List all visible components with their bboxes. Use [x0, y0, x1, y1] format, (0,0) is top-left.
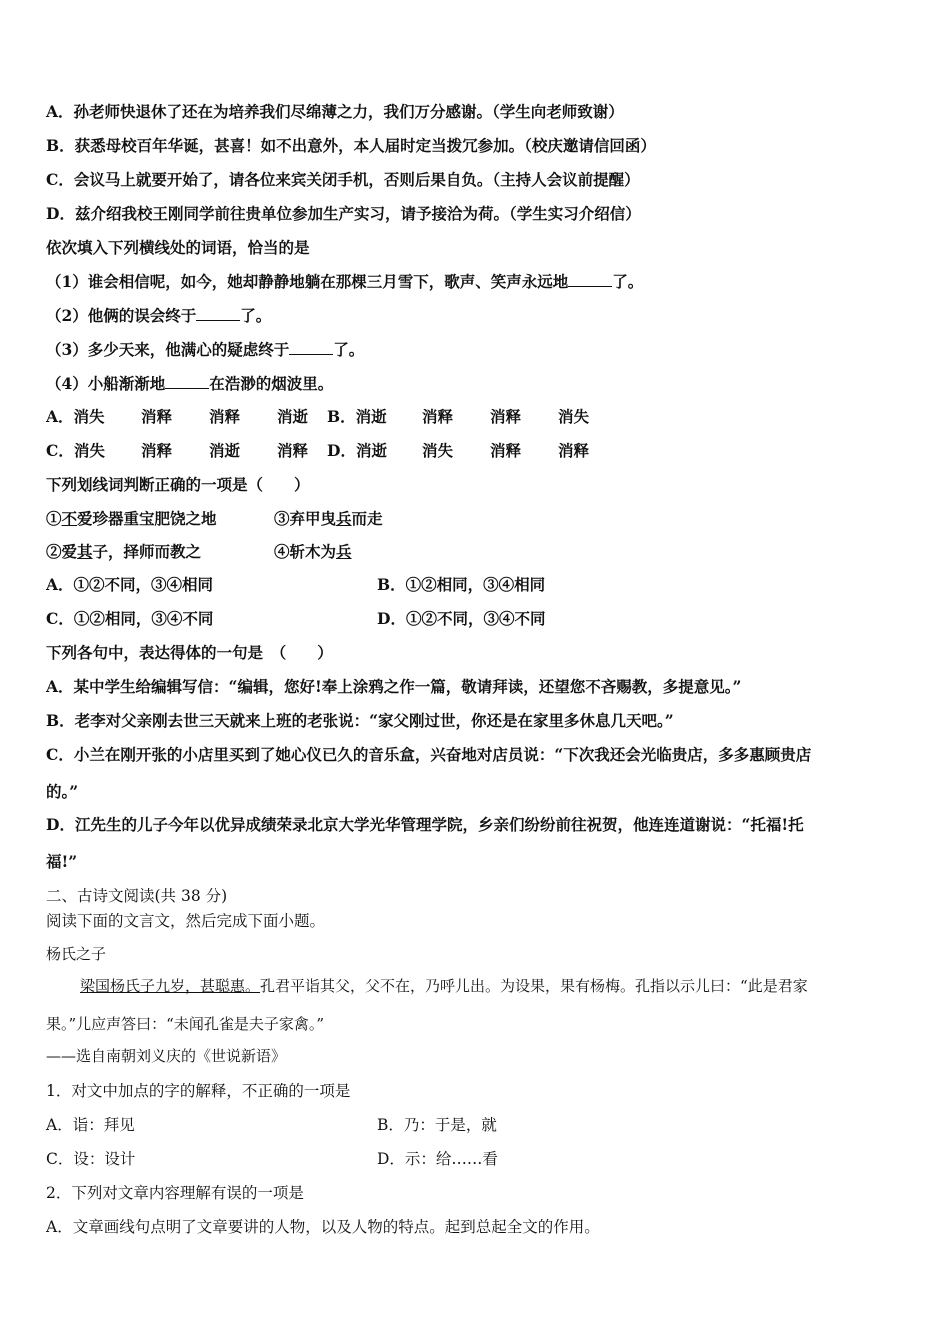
q3-i1-mark: ①	[46, 509, 62, 528]
q3-i3-rest: 而走	[351, 509, 383, 528]
q2-c-word: 消释	[277, 441, 309, 460]
q1-option-d: D．兹介绍我校王刚同学前往贵单位参加生产实习，请予接洽为荷。（学生实习介绍信）	[46, 204, 641, 223]
q2-s4-text: （4）小船渐渐地	[46, 374, 166, 393]
q2-c-word: C．消失	[46, 441, 105, 460]
q2-options-cd	[46, 441, 589, 461]
q2-s3-text: （3）多少天来，他满心的疑虑终于	[46, 340, 290, 359]
sub1-option-b: B．乃：于是，就	[377, 1116, 497, 1134]
q2-b-word: B．消逝	[327, 407, 387, 426]
fill-blank	[568, 272, 612, 287]
q3-i4-pre: 斩木为	[289, 542, 337, 561]
q2-s1-end: 了。	[612, 272, 644, 291]
q3-options-ab	[46, 575, 213, 595]
q3-i2-pre: 爱	[61, 542, 78, 561]
q2-sentence-1	[46, 272, 643, 292]
q3-i2-mark: ②	[46, 542, 62, 561]
passage-line-1	[80, 976, 808, 996]
q3-i4-mark: ④	[274, 542, 290, 561]
q2-options-ab	[46, 407, 589, 427]
q3-option-c: C．①②相同，③④不同	[46, 609, 214, 628]
q3-i2-rest: 子，择师而教之	[92, 542, 202, 561]
passage-underlined-sentence: 梁国杨氏子九岁，甚聪惠。	[80, 977, 261, 995]
q2-s1-text: （1）谁会相信呢，如今，她却静静地躺在那棵三月雪下，歌声、笑声永远地	[46, 272, 569, 291]
q4-option-b: B．老李对父亲刚去世三天就来上班的老张说：“家父刚过世，你还是在家里多休息几天吧。”	[46, 711, 674, 730]
q3-i3-underlined: 兵	[336, 509, 352, 528]
passage-source: ——选自南朝刘义庆的《世说新语》	[46, 1047, 287, 1065]
q2-b-word: 消释	[490, 407, 522, 426]
q2-a-word: 消释	[209, 407, 241, 426]
q3-items-row2	[46, 542, 352, 562]
q3-option-d: D．①②不同，③④不同	[377, 609, 546, 628]
q2-s4-end: 在浩渺的烟波里。	[209, 374, 334, 393]
q2-a-word: 消释	[141, 407, 173, 426]
q4-option-c-line2: 的。”	[46, 782, 79, 801]
q3-item-1	[46, 509, 274, 529]
q4-option-d-line2: 福!”	[46, 852, 78, 871]
q2-d-word: 消释	[558, 441, 590, 460]
q2-d-word: D．消逝	[327, 441, 387, 460]
q1-option-c: C．会议马上就要开始了，请各位来宾关闭手机，否则后果自负。（主持人会议前提醒）	[46, 170, 640, 189]
q3-i4-underlined: 兵	[336, 542, 352, 561]
sub2-option-a: A．文章画线句点明了文章要讲的人物，以及人物的特点。起到总起全文的作用。	[46, 1218, 600, 1236]
fill-blank	[196, 306, 240, 321]
passage-line-2: 果。”儿应声答曰：“未闻孔雀是夫子家禽。”	[46, 1015, 325, 1033]
q2-s2-text: （2）他俩的误会终于	[46, 306, 197, 325]
fill-blank	[289, 340, 333, 355]
q4-option-a: A．某中学生给编辑写信：“编辑，您好!奉上涂鸦之作一篇，敬请拜读，还望您不吝赐教，多提意见。”	[46, 677, 742, 696]
section-intro: 阅读下面的文言文，然后完成下面小题。	[46, 912, 326, 930]
sub2-stem: 2．下列对文章内容理解有误的一项是	[46, 1184, 304, 1202]
q4-option-d-line1: D．江先生的儿子今年以优异成绩荣录北京大学光华管理学院，乡亲们纷纷前往祝贺，他连连道谢说：“托福!托	[46, 815, 804, 834]
q2-a-word: A．消失	[46, 407, 105, 426]
q3-stem: 下列划线词判断正确的一项是（ ）	[46, 475, 310, 494]
q2-s3-end: 了。	[333, 340, 365, 359]
q3-option-b: B．①②相同，③④相同	[377, 575, 546, 594]
section-heading: 二、古诗文阅读(共 38 分)	[46, 887, 228, 905]
q2-sentence-2	[46, 306, 271, 326]
q1-option-a: A．孙老师快退休了还在为培养我们尽绵薄之力，我们万分感谢。（学生向老师致谢）	[46, 102, 624, 121]
q2-b-word: 消失	[558, 407, 590, 426]
fill-blank	[165, 374, 209, 389]
q2-s2-end: 了。	[240, 306, 272, 325]
sub1-option-d: D．示：给……看	[377, 1150, 498, 1168]
passage-title: 杨氏之子	[46, 945, 107, 963]
q2-d-word: 消失	[422, 441, 454, 460]
q3-option-a: A．①②不同，③④相同	[46, 575, 214, 594]
q1-option-b: B．获悉母校百年华诞，甚喜！如不出意外，本人届时定当拨冗参加。（校庆邀请信回函）	[46, 136, 656, 155]
q3-i3-pre: 弃甲曳	[289, 509, 337, 528]
q3-item-3	[274, 509, 383, 528]
q2-a-word: 消逝	[277, 407, 309, 426]
q3-i3-mark: ③	[274, 509, 290, 528]
sub1-option-a: A．诣：拜见	[46, 1116, 135, 1134]
q2-b-word: 消释	[422, 407, 454, 426]
q3-i1-underlined: 不	[61, 509, 78, 528]
q2-sentence-3	[46, 340, 364, 360]
q3-item-2	[46, 542, 274, 562]
q3-items-row1	[46, 509, 383, 529]
q2-stem: 依次填入下列横线处的词语，恰当的是	[46, 238, 310, 257]
q4-option-c-line1: C．小兰在刚开张的小店里买到了她心仪已久的音乐盒，兴奋地对店员说：“下次我还会光临贵店，多多惠顾贵店	[46, 745, 812, 764]
q3-i1-rest: 爱珍器重宝肥饶之地	[77, 509, 217, 528]
q2-c-word: 消逝	[209, 441, 241, 460]
sub1-stem: 1．对文中加点的字的解释，不正确的一项是	[46, 1082, 351, 1100]
q3-i2-underlined: 其	[77, 542, 93, 561]
q2-c-word: 消释	[141, 441, 173, 460]
q2-d-word: 消释	[490, 441, 522, 460]
passage-line-1-rest: 孔君平诣其父，父不在，乃呼儿出。为设果，果有杨梅。孔指以示儿曰：“此是君家	[260, 977, 808, 995]
q4-stem: 下列各句中，表达得体的一句是 （ ）	[46, 643, 333, 662]
sub1-option-c: C．设：设计	[46, 1150, 136, 1168]
q2-sentence-4	[46, 374, 333, 394]
q3-item-4	[274, 542, 352, 561]
